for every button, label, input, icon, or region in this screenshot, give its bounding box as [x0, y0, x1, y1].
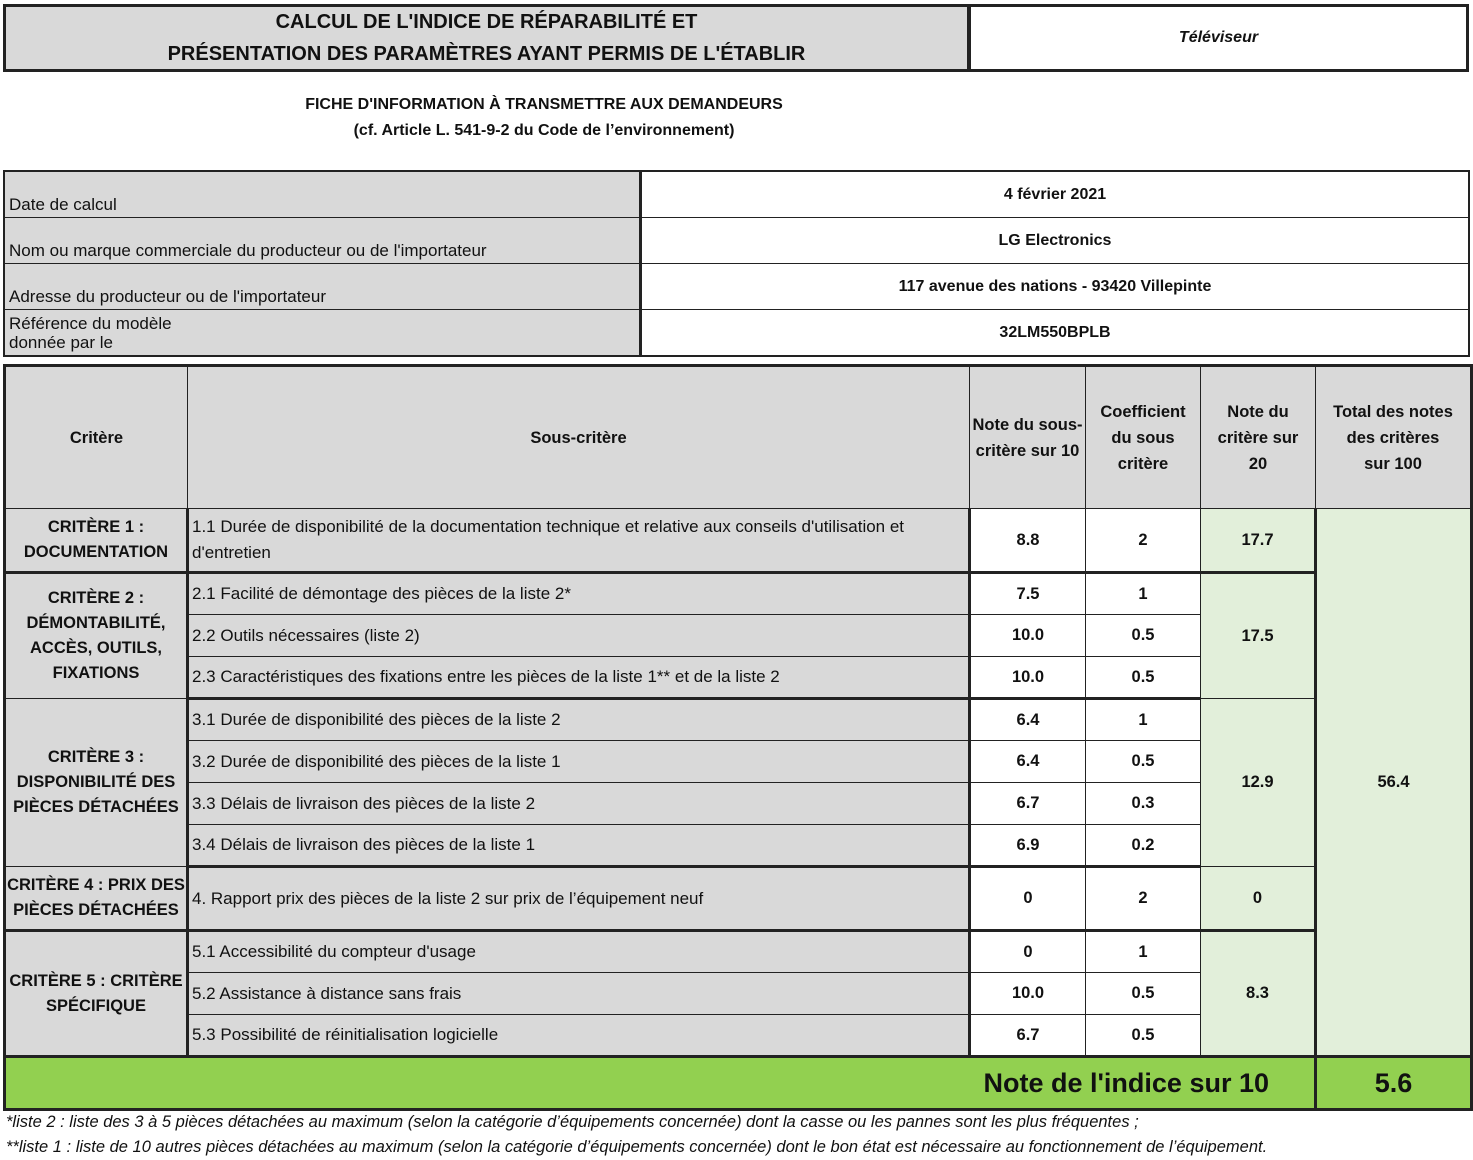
- sub-criterion-note: 6.9: [970, 825, 1086, 867]
- sub-criterion-note: 6.7: [970, 783, 1086, 825]
- sub-criterion-note: 0: [970, 931, 1086, 973]
- criterion-note: 17.5: [1201, 573, 1316, 699]
- header-line: sur 100: [1364, 454, 1422, 473]
- header-line: critère sur: [1217, 428, 1299, 447]
- info-row: [4, 264, 1469, 310]
- sub-criterion-coefficient: 2: [1086, 867, 1201, 931]
- criteria-row: [5, 931, 1472, 973]
- sub-criterion-label: 4. Rapport prix des pièces de la liste 2 sur prix de l’équipement neuf: [188, 867, 970, 931]
- footnote-liste-1: **liste 1 : liste de 10 autres pièces détachées au maximum (selon la catégorie d’équipements concernée) dont le bon état est nécessaire au fonctionnement de l’équipement.: [6, 1138, 1268, 1156]
- info-label-line-2: donnée par le: [9, 333, 113, 352]
- info-value: 4 février 2021: [641, 171, 1470, 218]
- title-line-1: CALCUL DE L'INDICE DE RÉPARABILITÉ ET: [275, 11, 698, 33]
- sub-criterion-label: 5.2 Assistance à distance sans frais: [188, 973, 970, 1015]
- sub-criterion-note: 6.7: [970, 1015, 1086, 1057]
- header-row: [5, 366, 1472, 509]
- product-category: [968, 4, 1469, 72]
- sub-criterion-coefficient: 2: [1086, 509, 1201, 573]
- header-note-sous-critere: [970, 366, 1086, 509]
- info-label: [4, 310, 641, 357]
- header-line: critère: [1117, 454, 1169, 473]
- sub-criterion-coefficient: 1: [1086, 573, 1201, 615]
- info-label: Adresse du producteur ou de l'importateur: [4, 264, 641, 310]
- sub-criterion-note: 6.4: [970, 741, 1086, 783]
- subtitle: [0, 92, 1088, 144]
- scoring-table: [3, 364, 1473, 1111]
- sub-criterion-coefficient: 0.5: [1086, 973, 1201, 1015]
- header-line: Note du: [1227, 402, 1289, 421]
- sub-criterion-note: 7.5: [970, 573, 1086, 615]
- criterion-name: [5, 573, 188, 699]
- sub-criterion-label: 5.1 Accessibilité du compteur d'usage: [188, 931, 970, 973]
- criterion-note: 8.3: [1201, 931, 1316, 1057]
- header-sous-critere: Sous-critère: [188, 366, 970, 509]
- header-line: 20: [1248, 454, 1268, 473]
- info-row: [4, 171, 1469, 218]
- total-score: 56.4: [1316, 509, 1472, 1057]
- criterion-name: [5, 867, 188, 931]
- criterion-name-line: CRITÈRE 2 :: [47, 589, 145, 607]
- sub-criterion-label: 2.1 Facilité de démontage des pièces de la liste 2*: [188, 573, 970, 615]
- criterion-name-line: FIXATIONS: [52, 664, 140, 682]
- criterion-name-line: DISPONIBILITÉ DES: [16, 773, 176, 791]
- sub-criterion-label: 3.1 Durée de disponibilité des pièces de la liste 2: [188, 699, 970, 741]
- sub-criterion-coefficient: 1: [1086, 931, 1201, 973]
- sub-criterion-note: 10.0: [970, 615, 1086, 657]
- criterion-name-line: SPÉCIFIQUE: [46, 996, 146, 1015]
- criteria-row: [5, 699, 1472, 741]
- criterion-name-line: ACCÈS, OUTILS,: [29, 639, 162, 657]
- sub-criterion-coefficient: 0.5: [1086, 1015, 1201, 1057]
- sub-criterion-coefficient: 0.2: [1086, 825, 1201, 867]
- title-line-2: PRÉSENTATION DES PARAMÈTRES AYANT PERMIS DE L'ÉTABLIR: [167, 43, 806, 65]
- sub-criterion-label: 2.2 Outils nécessaires (liste 2): [188, 615, 970, 657]
- sub-criterion-label: 3.2 Durée de disponibilité des pièces de la liste 1: [188, 741, 970, 783]
- sub-criterion-label: 1.1 Durée de disponibilité de la documentation technique et relative aux conseils d'utilisation et d'entretien: [188, 509, 970, 573]
- header-line: des critères: [1346, 428, 1440, 447]
- info-row: [4, 310, 1469, 357]
- sub-criterion-coefficient: 0.5: [1086, 657, 1201, 699]
- sub-criterion-label: 3.3 Délais de livraison des pièces de la liste 2: [188, 783, 970, 825]
- criterion-name-line: PIÈCES DÉTACHÉES: [13, 798, 179, 816]
- header-coefficient: [1086, 366, 1201, 509]
- header-line: Total des notes: [1333, 402, 1453, 421]
- header-line: Note du sous-: [972, 415, 1083, 434]
- info-value: 32LM550BPLB: [641, 310, 1470, 357]
- criterion-note: 0: [1201, 867, 1316, 931]
- document-title: [3, 4, 969, 72]
- criterion-name-line: CRITÈRE 1 :: [47, 518, 145, 536]
- sub-criterion-label: 5.3 Possibilité de réinitialisation logicielle: [188, 1015, 970, 1057]
- info-value: LG Electronics: [641, 218, 1470, 264]
- info-value: 117 avenue des nations - 93420 Villepinte: [641, 264, 1470, 310]
- criterion-note: 12.9: [1201, 699, 1316, 867]
- subtitle-line-2: (cf. Article L. 541-9-2 du Code de l’environnement): [353, 122, 735, 139]
- criteria-row: [5, 867, 1472, 931]
- final-score-value: 5.6: [1316, 1057, 1472, 1110]
- criterion-name-line: CRITÈRE 4 : PRIX DES: [7, 876, 185, 894]
- info-label: Date de calcul: [4, 171, 641, 218]
- subtitle-line-1: FICHE D'INFORMATION À TRANSMETTRE AUX DEMANDEURS: [305, 96, 783, 113]
- sub-criterion-note: 10.0: [970, 657, 1086, 699]
- header-critere: Critère: [5, 366, 188, 509]
- info-label-line-1: Référence du modèle: [9, 314, 172, 333]
- header-note-critere: [1201, 366, 1316, 509]
- sub-criterion-note: 6.4: [970, 699, 1086, 741]
- header-line: Coefficient: [1100, 402, 1186, 421]
- header-line: critère sur 10: [975, 441, 1080, 460]
- sub-criterion-note: 0: [970, 867, 1086, 931]
- info-table: [3, 170, 1470, 357]
- final-score-label: Note de l'indice sur 10: [5, 1057, 1316, 1110]
- criterion-note: 17.7: [1201, 509, 1316, 573]
- footnotes: [6, 1110, 1466, 1160]
- header-line: du sous: [1111, 428, 1175, 447]
- sub-criterion-coefficient: 1: [1086, 699, 1201, 741]
- criterion-name: [5, 509, 188, 573]
- criteria-row: [5, 509, 1472, 573]
- criterion-name-line: CRITÈRE 3 :: [47, 748, 145, 766]
- sub-criterion-coefficient: 0.5: [1086, 741, 1201, 783]
- info-label: Nom ou marque commerciale du producteur ou de l'importateur: [4, 218, 641, 264]
- sub-criterion-label: 2.3 Caractéristiques des fixations entre les pièces de la liste 1** et de la liste 2: [188, 657, 970, 699]
- header-total: [1316, 366, 1472, 509]
- sub-criterion-coefficient: 0.3: [1086, 783, 1201, 825]
- sub-criterion-label: 3.4 Délais de livraison des pièces de la liste 1: [188, 825, 970, 867]
- info-row: [4, 218, 1469, 264]
- criterion-name: [5, 931, 188, 1057]
- criterion-name: [5, 699, 188, 867]
- criterion-name-line: DOCUMENTATION: [23, 543, 169, 561]
- sub-criterion-note: 10.0: [970, 973, 1086, 1015]
- criterion-name-line: PIÈCES DÉTACHÉES: [13, 901, 179, 919]
- criteria-row: [5, 573, 1472, 615]
- criterion-name-line: CRITÈRE 5 : CRITÈRE: [9, 971, 183, 990]
- final-score-row: [5, 1057, 1472, 1110]
- footnote-liste-2: *liste 2 : liste des 3 à 5 pièces détachées au maximum (selon la catégorie d’équipements concernée) dont la casse ou les pannes sont les plus fréquentes ;: [6, 1113, 1139, 1131]
- criterion-name-line: DÉMONTABILITÉ,: [26, 614, 166, 632]
- sub-criterion-coefficient: 0.5: [1086, 615, 1201, 657]
- sub-criterion-note: 8.8: [970, 509, 1086, 573]
- product-category-label: Téléviseur: [1178, 29, 1259, 46]
